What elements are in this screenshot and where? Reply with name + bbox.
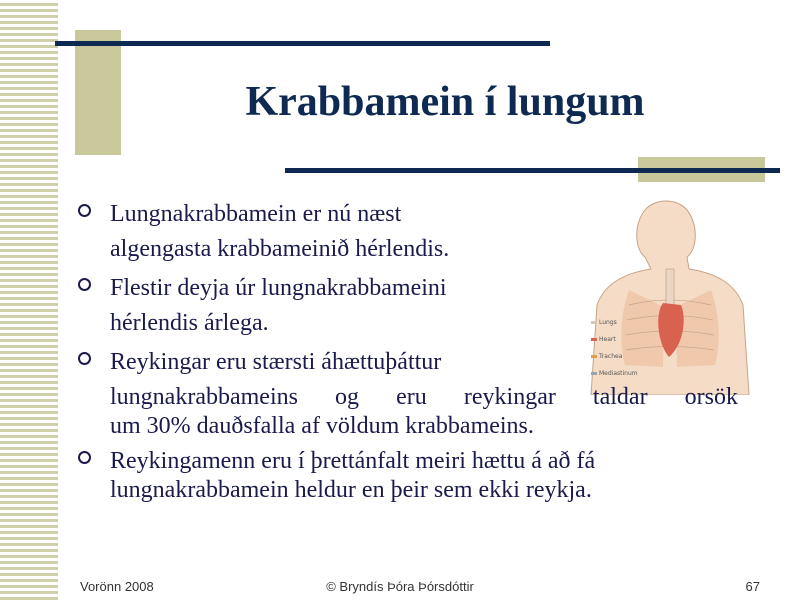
legend-trachea: Trachea (599, 353, 623, 360)
decorative-line-top (55, 41, 550, 46)
legend-lungs: Lungs (599, 319, 617, 326)
bullet-item: Reykingamenn eru í þrettánfalt meiri hættu á að fá lungnakrabbamein heldur en þeir sem ekki reykja. (78, 447, 738, 505)
bullet-list (78, 200, 738, 505)
footer-left: Vorönn 2008 (80, 579, 154, 594)
legend-heart: Heart (599, 336, 616, 343)
bullet-circle-icon (78, 352, 91, 365)
bullet-item: Flestir deyja úr lungnakrabbameini hérlendis árlega. (78, 274, 738, 338)
footer-page-number: 67 (745, 579, 760, 594)
bullet-item: Lungnakrabbamein er nú næst algengasta krabbameinið hérlendis. (78, 200, 738, 264)
decorative-stripes (0, 0, 58, 600)
bullet-circle-icon (78, 204, 91, 217)
footer-center: © Bryndís Þóra Þórsdóttir (326, 579, 474, 594)
decorative-line-bottom (285, 168, 780, 173)
slide-title: Krabbamein í lungum (245, 79, 645, 125)
decorative-block-top (75, 30, 121, 155)
bullet-item: Reykingar eru stærsti áhættuþáttur lungnakrabbameins og eru reykingar taldar orsök um 30% dauðsfalla af völdum krabbameins. (78, 348, 738, 441)
bullet-circle-icon (78, 451, 91, 464)
bullet-circle-icon (78, 278, 91, 291)
legend-mediastinum: Mediastinum (599, 370, 638, 377)
